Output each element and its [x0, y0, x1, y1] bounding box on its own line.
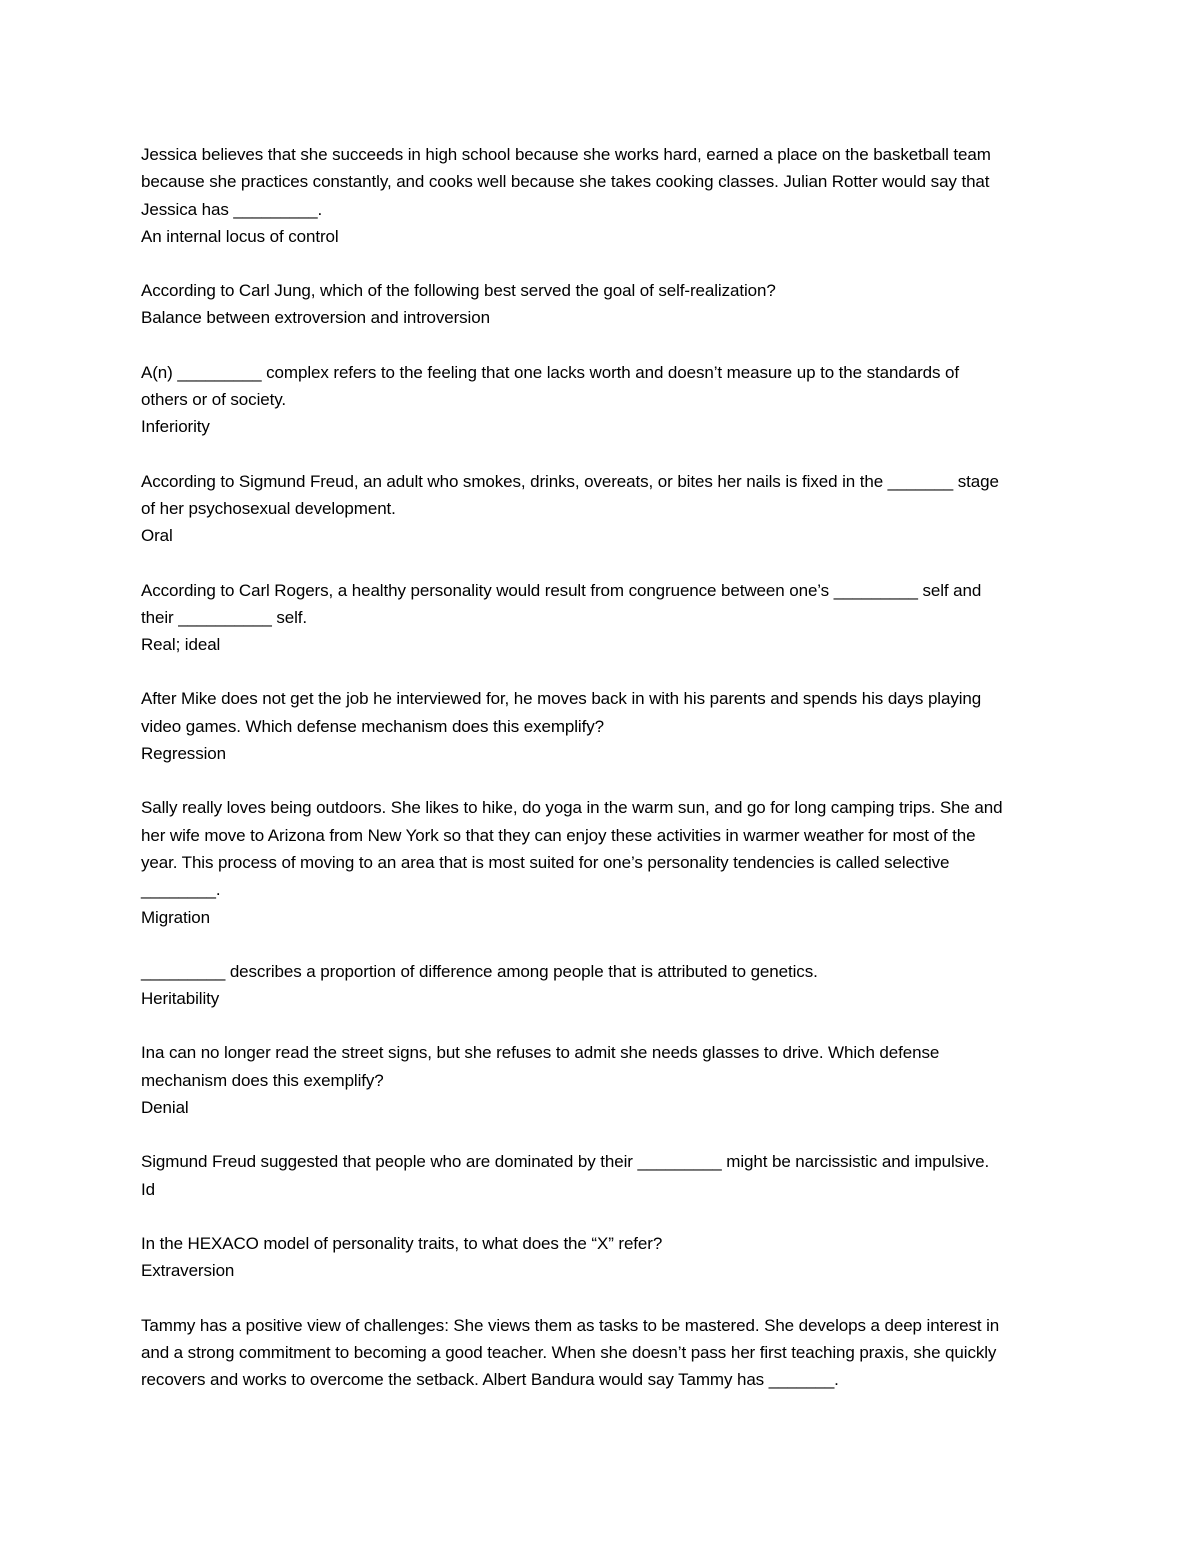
- question-line: Ina can no longer read the street signs, but she refuses to admit she needs glasses to drive. Which defense: [141, 1043, 940, 1063]
- answer-line: Extraversion: [141, 1261, 235, 1281]
- question-line: After Mike does not get the job he interviewed for, he moves back in with his parents and spends his days playing: [141, 689, 982, 709]
- qa-item: [141, 468, 1061, 550]
- question-line: Tammy has a positive view of challenges: She views them as tasks to be mastered. She develops a deep interest in: [141, 1315, 1000, 1335]
- answer-line: Inferiority: [141, 417, 210, 437]
- answer-line: Oral: [141, 526, 173, 546]
- question-line: Sigmund Freud suggested that people who are dominated by their _________ might be narcissistic and impulsive.: [141, 1152, 990, 1172]
- question-line: _________ describes a proportion of difference among people that is attributed to genetics.: [141, 961, 818, 981]
- answer-line: Regression: [141, 744, 226, 764]
- qa-item: [141, 685, 1061, 767]
- question-line: video games. Which defense mechanism does this exemplify?: [141, 716, 604, 736]
- question-line: her wife move to Arizona from New York so that they can enjoy these activities in warmer weather for most of the: [141, 825, 976, 845]
- qa-item: [141, 794, 1061, 930]
- answer-line: Denial: [141, 1098, 189, 1118]
- qa-item: [141, 359, 1061, 441]
- question-line: year. This process of moving to an area that is most suited for one’s personality tendencies is called selective: [141, 852, 950, 872]
- qa-item: [141, 1148, 1061, 1203]
- qa-item: [141, 1312, 1061, 1394]
- question-line: Sally really loves being outdoors. She likes to hike, do yoga in the warm sun, and go for long camping trips. She and: [141, 798, 1003, 818]
- question-line: Jessica has _________.: [141, 199, 323, 219]
- qa-item: [141, 1039, 1061, 1121]
- question-line: In the HEXACO model of personality traits, to what does the “X” refer?: [141, 1233, 663, 1253]
- qa-item: [141, 577, 1061, 659]
- question-line: According to Carl Rogers, a healthy personality would result from congruence between one’s _________ self and: [141, 580, 982, 600]
- answer-line: Real; ideal: [141, 635, 221, 655]
- qa-item: [141, 1230, 1061, 1285]
- answer-line: Migration: [141, 907, 211, 927]
- question-line: According to Sigmund Freud, an adult who smokes, drinks, overeats, or bites her nails is fixed in the _______ stage: [141, 471, 999, 491]
- question-line: their __________ self.: [141, 607, 308, 627]
- question-line: recovers and works to overcome the setback. Albert Bandura would say Tammy has _______.: [141, 1370, 839, 1390]
- question-line: A(n) _________ complex refers to the feeling that one lacks worth and doesn’t measure up to the standards of: [141, 362, 959, 382]
- question-line: According to Carl Jung, which of the following best served the goal of self-realization?: [141, 281, 776, 301]
- qa-item: [141, 958, 1061, 1013]
- document-page: [141, 141, 1061, 1420]
- answer-line: Id: [141, 1179, 155, 1199]
- qa-item: [141, 141, 1061, 250]
- question-line: mechanism does this exemplify?: [141, 1070, 384, 1090]
- question-line: and a strong commitment to becoming a good teacher. When she doesn’t pass her first teaching praxis, she quickly: [141, 1342, 997, 1362]
- question-line: ________.: [141, 880, 221, 900]
- question-line: others or of society.: [141, 390, 286, 410]
- answer-line: Balance between extroversion and introversion: [141, 308, 490, 328]
- answer-line: An internal locus of control: [141, 226, 339, 246]
- answer-line: Heritability: [141, 989, 220, 1009]
- qa-item: [141, 277, 1061, 332]
- question-line: of her psychosexual development.: [141, 498, 396, 518]
- question-line: because she practices constantly, and cooks well because she takes cooking classes. Julian Rotter would say that: [141, 172, 990, 192]
- question-line: Jessica believes that she succeeds in high school because she works hard, earned a place on the basketball team: [141, 145, 991, 164]
